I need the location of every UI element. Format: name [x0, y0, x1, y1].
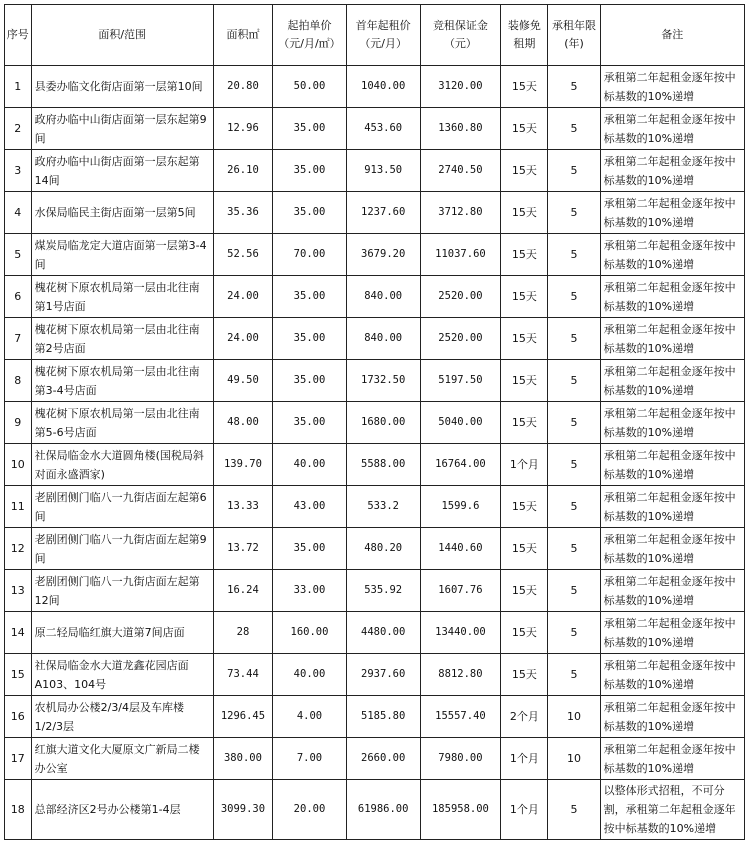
cell-seq: 3	[5, 150, 32, 192]
cell-free-period: 1个月	[501, 738, 548, 780]
cell-deposit: 13440.00	[420, 612, 501, 654]
cell-area-range: 农机局办公楼2/3/4层及车库楼1/2/3层	[31, 696, 213, 738]
cell-seq: 12	[5, 528, 32, 570]
cell-note: 承租第二年起租金逐年按中标基数的10%递增	[600, 612, 744, 654]
cell-free-period: 1个月	[501, 444, 548, 486]
cell-first-year-rent: 480.20	[346, 528, 420, 570]
cell-area-range: 总部经济区2号办公楼第1-4层	[31, 780, 213, 840]
cell-seq: 10	[5, 444, 32, 486]
cell-free-period: 15天	[501, 528, 548, 570]
cell-deposit: 1607.76	[420, 570, 501, 612]
table-row	[5, 150, 745, 192]
cell-area-range: 县委办临文化街店面第一层第10间	[31, 66, 213, 108]
cell-area: 28	[213, 612, 272, 654]
cell-deposit: 8812.80	[420, 654, 501, 696]
table-row	[5, 486, 745, 528]
cell-deposit: 11037.60	[420, 234, 501, 276]
cell-term: 5	[548, 192, 600, 234]
cell-first-year-rent: 3679.20	[346, 234, 420, 276]
cell-area-range: 社保局临金水大道龙鑫花园店面A103、104号	[31, 654, 213, 696]
cell-deposit: 2740.50	[420, 150, 501, 192]
cell-free-period: 15天	[501, 486, 548, 528]
cell-free-period: 15天	[501, 360, 548, 402]
cell-area-range: 水保局临民主街店面第一层第5间	[31, 192, 213, 234]
cell-term: 5	[548, 402, 600, 444]
cell-note: 承租第二年起租金逐年按中标基数的10%递增	[600, 66, 744, 108]
cell-note: 承租第二年起租金逐年按中标基数的10%递增	[600, 444, 744, 486]
document	[4, 4, 745, 840]
cell-first-year-rent: 913.50	[346, 150, 420, 192]
cell-seq: 8	[5, 360, 32, 402]
cell-seq: 7	[5, 318, 32, 360]
cell-area: 49.50	[213, 360, 272, 402]
cell-deposit: 5197.50	[420, 360, 501, 402]
cell-start-price: 33.00	[273, 570, 347, 612]
cell-deposit: 2520.00	[420, 276, 501, 318]
cell-term: 5	[548, 654, 600, 696]
header-seq: 序号	[5, 5, 32, 66]
table-row	[5, 654, 745, 696]
header-area-range: 面积/范围	[31, 5, 213, 66]
cell-term: 5	[548, 66, 600, 108]
table-body	[5, 66, 745, 840]
cell-note: 承租第二年起租金逐年按中标基数的10%递增	[600, 150, 744, 192]
cell-first-year-rent: 5185.80	[346, 696, 420, 738]
cell-first-year-rent: 1237.60	[346, 192, 420, 234]
cell-seq: 2	[5, 108, 32, 150]
cell-deposit: 1599.6	[420, 486, 501, 528]
table-row	[5, 234, 745, 276]
cell-term: 5	[548, 108, 600, 150]
cell-note: 承租第二年起租金逐年按中标基数的10%递增	[600, 654, 744, 696]
cell-free-period: 15天	[501, 66, 548, 108]
cell-area-range: 煤炭局临龙定大道店面第一层第3-4间	[31, 234, 213, 276]
cell-free-period: 2个月	[501, 696, 548, 738]
cell-first-year-rent: 5588.00	[346, 444, 420, 486]
cell-start-price: 70.00	[273, 234, 347, 276]
table-row	[5, 444, 745, 486]
cell-start-price: 43.00	[273, 486, 347, 528]
cell-first-year-rent: 535.92	[346, 570, 420, 612]
cell-seq: 4	[5, 192, 32, 234]
cell-area-range: 老剧团侧门临八一九街店面左起第12间	[31, 570, 213, 612]
cell-start-price: 35.00	[273, 150, 347, 192]
cell-deposit: 5040.00	[420, 402, 501, 444]
cell-term: 5	[548, 528, 600, 570]
cell-deposit: 7980.00	[420, 738, 501, 780]
cell-note: 承租第二年起租金逐年按中标基数的10%递增	[600, 108, 744, 150]
cell-deposit: 1360.80	[420, 108, 501, 150]
cell-start-price: 40.00	[273, 654, 347, 696]
cell-free-period: 15天	[501, 276, 548, 318]
cell-free-period: 15天	[501, 612, 548, 654]
cell-seq: 14	[5, 612, 32, 654]
cell-area: 48.00	[213, 402, 272, 444]
cell-free-period: 15天	[501, 654, 548, 696]
cell-start-price: 35.00	[273, 318, 347, 360]
cell-area: 24.00	[213, 318, 272, 360]
header-deposit: 竞租保证金（元）	[420, 5, 501, 66]
cell-seq: 16	[5, 696, 32, 738]
cell-free-period: 15天	[501, 402, 548, 444]
cell-first-year-rent: 2937.60	[346, 654, 420, 696]
cell-area: 1296.45	[213, 696, 272, 738]
cell-deposit: 2520.00	[420, 318, 501, 360]
table-row	[5, 780, 745, 840]
table-row	[5, 108, 745, 150]
cell-start-price: 35.00	[273, 108, 347, 150]
cell-area: 13.33	[213, 486, 272, 528]
cell-start-price: 160.00	[273, 612, 347, 654]
cell-term: 10	[548, 696, 600, 738]
cell-note: 承租第二年起租金逐年按中标基数的10%递增	[600, 234, 744, 276]
cell-note: 承租第二年起租金逐年按中标基数的10%递增	[600, 696, 744, 738]
cell-term: 5	[548, 612, 600, 654]
cell-area-range: 红旗大道文化大厦原文广新局二楼办公室	[31, 738, 213, 780]
cell-deposit: 1440.60	[420, 528, 501, 570]
cell-term: 10	[548, 738, 600, 780]
table-row	[5, 528, 745, 570]
cell-free-period: 1个月	[501, 780, 548, 840]
cell-free-period: 15天	[501, 318, 548, 360]
cell-area: 12.96	[213, 108, 272, 150]
cell-first-year-rent: 2660.00	[346, 738, 420, 780]
table-row	[5, 276, 745, 318]
cell-start-price: 35.00	[273, 528, 347, 570]
cell-term: 5	[548, 570, 600, 612]
cell-seq: 15	[5, 654, 32, 696]
cell-area-range: 槐花树下原农机局第一层由北往南第3-4号店面	[31, 360, 213, 402]
cell-area: 16.24	[213, 570, 272, 612]
table-row	[5, 570, 745, 612]
cell-area: 3099.30	[213, 780, 272, 840]
cell-first-year-rent: 453.60	[346, 108, 420, 150]
cell-deposit: 16764.00	[420, 444, 501, 486]
cell-area-range: 槐花树下原农机局第一层由北往南第1号店面	[31, 276, 213, 318]
cell-deposit: 3120.00	[420, 66, 501, 108]
cell-start-price: 35.00	[273, 360, 347, 402]
header-row	[5, 5, 745, 66]
header-start-price: 起拍单价（元/月/㎡）	[273, 5, 347, 66]
cell-note: 承租第二年起租金逐年按中标基数的10%递增	[600, 570, 744, 612]
table-row	[5, 192, 745, 234]
cell-first-year-rent: 1040.00	[346, 66, 420, 108]
cell-start-price: 35.00	[273, 192, 347, 234]
cell-area-range: 社保局临金水大道圆角楼(国税局斜对面永盛酒家)	[31, 444, 213, 486]
cell-seq: 6	[5, 276, 32, 318]
cell-deposit: 3712.80	[420, 192, 501, 234]
cell-area-range: 老剧团侧门临八一九街店面左起第6间	[31, 486, 213, 528]
cell-note: 承租第二年起租金逐年按中标基数的10%递增	[600, 360, 744, 402]
table-row	[5, 612, 745, 654]
cell-note: 承租第二年起租金逐年按中标基数的10%递增	[600, 192, 744, 234]
cell-term: 5	[548, 444, 600, 486]
cell-deposit: 15557.40	[420, 696, 501, 738]
cell-area: 52.56	[213, 234, 272, 276]
cell-first-year-rent: 1680.00	[346, 402, 420, 444]
cell-first-year-rent: 840.00	[346, 276, 420, 318]
cell-start-price: 35.00	[273, 276, 347, 318]
cell-term: 5	[548, 234, 600, 276]
cell-term: 5	[548, 360, 600, 402]
cell-seq: 13	[5, 570, 32, 612]
cell-area: 24.00	[213, 276, 272, 318]
header-area: 面积㎡	[213, 5, 272, 66]
cell-seq: 9	[5, 402, 32, 444]
cell-seq: 11	[5, 486, 32, 528]
cell-area: 139.70	[213, 444, 272, 486]
cell-area: 35.36	[213, 192, 272, 234]
table-row	[5, 318, 745, 360]
cell-start-price: 20.00	[273, 780, 347, 840]
cell-term: 5	[548, 150, 600, 192]
cell-seq: 17	[5, 738, 32, 780]
cell-seq: 1	[5, 66, 32, 108]
cell-area-range: 槐花树下原农机局第一层由北往南第5-6号店面	[31, 402, 213, 444]
cell-area: 380.00	[213, 738, 272, 780]
cell-start-price: 7.00	[273, 738, 347, 780]
cell-deposit: 185958.00	[420, 780, 501, 840]
cell-first-year-rent: 840.00	[346, 318, 420, 360]
cell-free-period: 15天	[501, 150, 548, 192]
cell-note: 承租第二年起租金逐年按中标基数的10%递增	[600, 738, 744, 780]
cell-first-year-rent: 1732.50	[346, 360, 420, 402]
cell-area: 13.72	[213, 528, 272, 570]
cell-area-range: 槐花树下原农机局第一层由北往南第2号店面	[31, 318, 213, 360]
cell-first-year-rent: 533.2	[346, 486, 420, 528]
table-row	[5, 738, 745, 780]
cell-note: 承租第二年起租金逐年按中标基数的10%递增	[600, 402, 744, 444]
cell-area-range: 老剧团侧门临八一九街店面左起第9间	[31, 528, 213, 570]
table-row	[5, 696, 745, 738]
cell-area-range: 原二轻局临红旗大道第7间店面	[31, 612, 213, 654]
header-free-period: 装修免租期	[501, 5, 548, 66]
header-first-year-rent: 首年起租价（元/月）	[346, 5, 420, 66]
cell-seq: 18	[5, 780, 32, 840]
cell-area: 20.80	[213, 66, 272, 108]
cell-free-period: 15天	[501, 570, 548, 612]
cell-area-range: 政府办临中山街店面第一层东起第14间	[31, 150, 213, 192]
cell-start-price: 4.00	[273, 696, 347, 738]
cell-area-range: 政府办临中山街店面第一层东起第9间	[31, 108, 213, 150]
cell-note: 承租第二年起租金逐年按中标基数的10%递增	[600, 318, 744, 360]
cell-note: 承租第二年起租金逐年按中标基数的10%递增	[600, 276, 744, 318]
cell-first-year-rent: 4480.00	[346, 612, 420, 654]
header-term: 承租年限(年)	[548, 5, 600, 66]
cell-area: 73.44	[213, 654, 272, 696]
cell-term: 5	[548, 486, 600, 528]
cell-first-year-rent: 61986.00	[346, 780, 420, 840]
rental-auction-table	[4, 4, 745, 840]
cell-start-price: 35.00	[273, 402, 347, 444]
table-row	[5, 402, 745, 444]
cell-term: 5	[548, 318, 600, 360]
cell-term: 5	[548, 276, 600, 318]
header-note: 备注	[600, 5, 744, 66]
cell-free-period: 15天	[501, 192, 548, 234]
cell-free-period: 15天	[501, 234, 548, 276]
cell-term: 5	[548, 780, 600, 840]
cell-area: 26.10	[213, 150, 272, 192]
cell-start-price: 40.00	[273, 444, 347, 486]
cell-start-price: 50.00	[273, 66, 347, 108]
table-row	[5, 360, 745, 402]
cell-seq: 5	[5, 234, 32, 276]
cell-note: 承租第二年起租金逐年按中标基数的10%递增	[600, 528, 744, 570]
table-row	[5, 66, 745, 108]
cell-free-period: 15天	[501, 108, 548, 150]
cell-note: 承租第二年起租金逐年按中标基数的10%递增	[600, 486, 744, 528]
cell-note: 以整体形式招租，不可分割，承租第二年起租金逐年按中标基数的10%递增	[600, 780, 744, 840]
